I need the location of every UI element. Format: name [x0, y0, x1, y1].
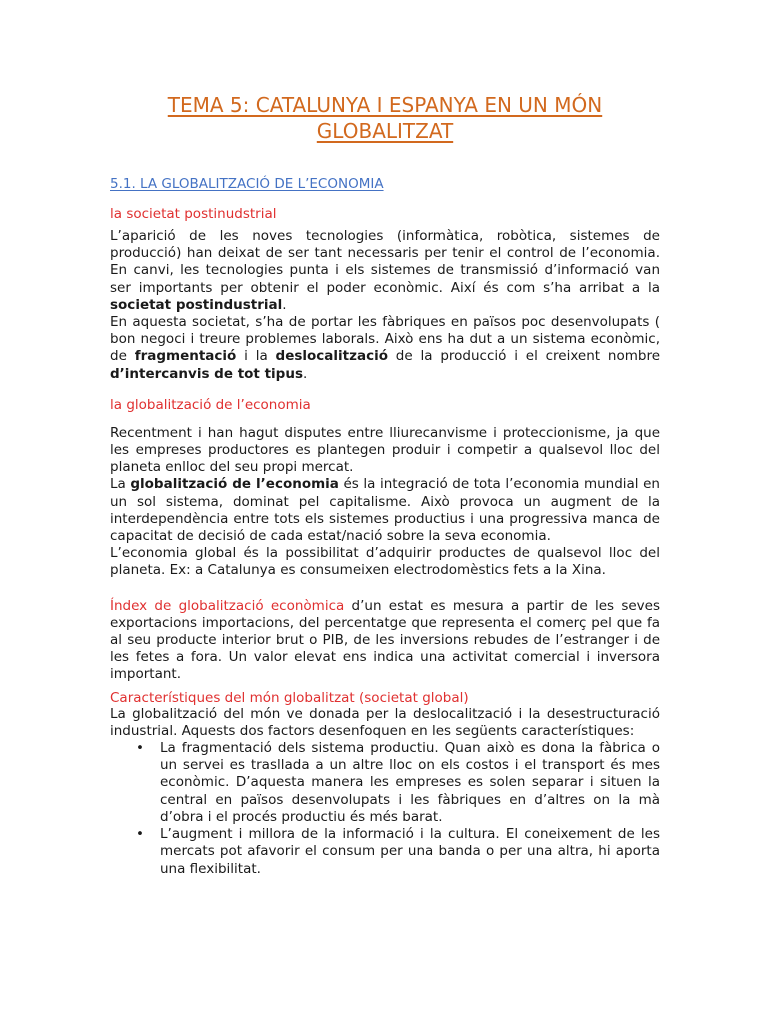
paragraph-postindustrial-2: En aquesta societat, s’ha de portar les fàbriques en països poc desenvolupats ( bon negoci i treure problemes laborals. Això ens ha dut a un sistema econòmic, de fragmentació i la deslocalització de la producció i el creixent nombre d’intercanvis de tot tipus.	[110, 314, 660, 382]
subheading-globalitzacio-economia: la globalització de l’economia	[110, 396, 311, 413]
paragraph-caracteristiques-intro: La globalització del món ve donada per la deslocalització i la desestructuració industrial. Aquests dos factors desenfoquen en les següents característiques:	[110, 705, 660, 739]
list-item: • La fragmentació dels sistema productiu. Quan això es dona la fàbrica o un servei es trasllada a un altre lloc on els costos i el transport és mes econòmic. D’aquesta manera les empreses es solen separar i situen la central en països desenvolupats i les fàbriques en d’altres on la mà d’obra i el procés productiu és més barat.	[160, 740, 660, 826]
paragraph-globalitzacio-1: Recentment i han hagut disputes entre lliurecanvisme i proteccionisme, ja que les empreses productores es plantegen produir i competir a qualsevol lloc del planeta enlloc del seu propi mercat.	[110, 424, 660, 476]
section-heading: 5.1. LA GLOBALITZACIÓ DE L’ECONOMIA	[110, 176, 384, 192]
document-title: TEMA 5: CATALUNYA I ESPANYA EN UN MÓN GLOBALITZAT	[167, 93, 603, 143]
characteristics-list	[110, 740, 660, 878]
paragraph-index-globalitzacio: Índex de globalització econòmica d’un estat es mesura a partir de les seves exportacions importacions, del percentatge que representa el comerç pel que fa al seu producte interior brut o PIB, de les inversions rebudes de l’estranger i de les fetes a fora. Un valor elevat ens indica una activitat comercial i inversora important.	[110, 597, 660, 683]
subheading-societat-postindustrial: la societat postinudstrial	[110, 206, 277, 222]
paragraph-globalitzacio-3: L’economia global és la possibilitat d’adquirir productes de qualsevol lloc del planeta. Ex: a Catalunya es consumeixen electrodomèstics fets a la Xina.	[110, 545, 660, 579]
paragraph-postindustrial-1: L’aparició de les noves tecnologies (informàtica, robòtica, sistemes de producció) han deixat de ser tant necessaris per tenir el control de l’economia. En canvi, les tecnologies punta i els sistemes de transmissió d’informació van ser importants per obtenir el poder econòmic. Així és com s’ha arribat a la societat postindustrial.	[110, 228, 660, 313]
paragraph-globalitzacio-2: La globalització de l’economia és la integració de tota l’economia mundial en un sol sistema, dominat pel capitalisme. Això provoca un augment de la interdependència entre tots els sistemes productius i una progressiva manca de capacitat de decisió de cada estat/nació sobre la seva economia.	[110, 476, 660, 545]
subheading-caracteristiques: Característiques del món globalitzat (societat global)	[110, 689, 469, 706]
list-item: • L’augment i millora de la informació i la cultura. El coneixement de les mercats pot afavorir el consum per una banda o per una altra, hi aporta una flexibilitat.	[160, 826, 660, 878]
